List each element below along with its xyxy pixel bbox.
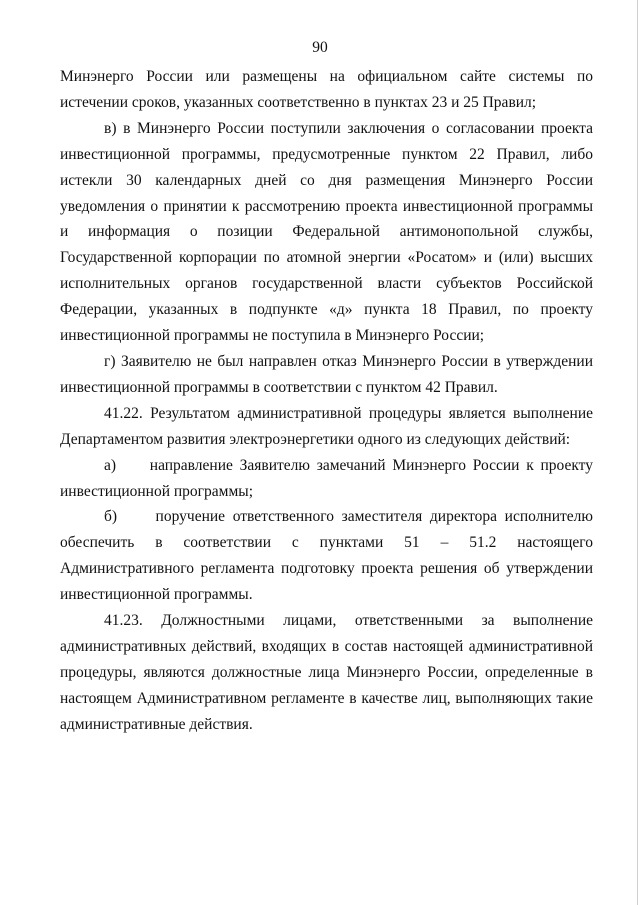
- paragraph-41-23: 41.23. Должностными лицами, ответственными за выполнение административных действий, входящих в состав настоящей административной процедуры, являются должностные лица Минэнерго России, определенные в настоящем Административном регламенте в качестве лиц, выполняющих такие административные действия.: [60, 612, 593, 733]
- paragraph-item-a: а) направление Заявителю замечаний Минэнерго России к проекту инвестиционной программы;: [60, 456, 597, 500]
- paragraph-item-g: г) Заявителю не был направлен отказ Минэнерго России в утверждении инвестиционной программы в соответствии с пунктом 42 Правил.: [60, 352, 593, 396]
- paragraph-item-v: в) в Минэнерго России поступили заключения о согласовании проекта инвестиционной программы, предусмотренные пунктом 22 Правил, либо истекли 30 календарных дней со дня размещения Минэнерго России уведомления о принятии к рассмотрению проекта инвестиционной программы и информация о позиции Федеральной антимонопольной службы, Государственной корпорации по атомной энергии «Росатом» и (или) высших исполнительных органов государственной власти субъектов Российской Федерации, указанных в подпункте «д» пункта 18 Правил, по проекту инвестиционной программы не поступила в Минэнерго России;: [60, 119, 593, 345]
- document-body: [60, 64, 597, 738]
- paragraph-item-b: б) поручение ответственного заместителя директора исполнителю обеспечить в соответствии с пунктами 51 – 51.2 настоящего Административного регламента подготовку проекта решения об утверждении инвестиционной программы.: [60, 508, 597, 604]
- page-number: 90: [312, 39, 328, 56]
- paragraph-41-22: 41.22. Результатом административной процедуры является выполнение Департаментом развития электроэнергетики одного из следующих действий:: [60, 404, 593, 448]
- paragraph-continuation: Минэнерго России или размещены на официальном сайте системы по истечении сроков, указанных соответственно в пунктах 23 и 25 Правил;: [60, 68, 593, 111]
- page-edge: [637, 0, 638, 905]
